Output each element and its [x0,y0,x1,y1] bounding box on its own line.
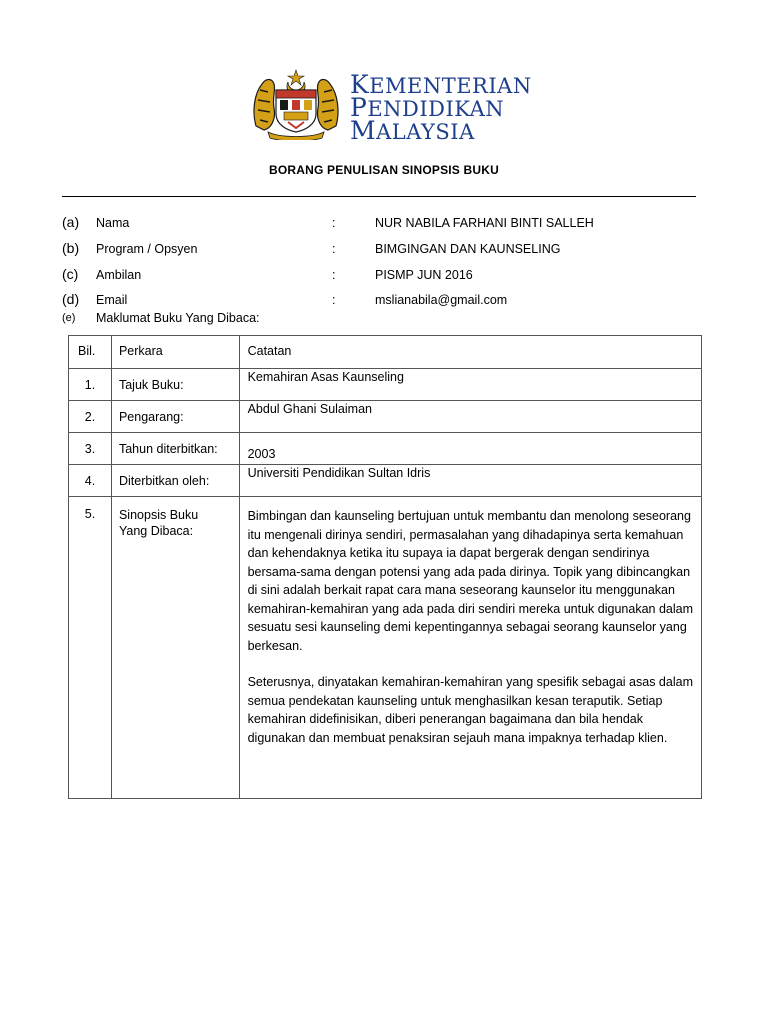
title-divider [62,196,696,197]
table-row-synopsis [69,497,702,799]
info-value: NUR NABILA FARHANI BINTI SALLEH [375,216,594,230]
info-row-email [62,292,722,312]
book-table [68,335,702,799]
synopsis-text [248,507,702,747]
ministry-logo [250,68,532,145]
info-colon: : [332,216,336,230]
info-label: Program / Opsyen [96,242,198,256]
table-row [69,433,702,465]
synopsis-paragraph: Bimbingan dan kaunseling bertujuan untuk membantu dan menolong seseorang itu mengenali dirinya sendiri, permasalahan yang dihadapinya serta kemahuan dan kehendaknya ketika itu supaya ia dapat bergerak dengan sendirinya bersama-sama dengan potensi yang ada pada dirinya. Topik yang dibincangkan di sini adalah berkait rapat cara mana seseorang kaunselor itu menggunakan kemahiran-kemahiran yang ada pada diri sendiri mereka untuk digunakan dalam sesuatu sesi kaunseling demi kepentingannya sebagai seorang kaunselor yang berkesan. [247,509,693,653]
cell-bil [69,465,112,497]
info-colon: : [332,293,336,307]
info-colon: : [332,268,336,282]
header-catatan [239,336,701,369]
form-title: BORANG PENULISAN SINOPSIS BUKU [268,163,500,177]
catatan-text: Universiti Pendidikan Sultan Idris [247,466,431,480]
perkara-text: Tahun diterbitkan: [118,442,218,456]
catatan-text: Kemahiran Asas Kaunseling [247,370,404,384]
cell-perkara [111,369,239,401]
cell-bil [69,401,112,433]
table-row [69,369,702,401]
table-row [69,401,702,433]
perkara-text: Diterbitkan oleh: [118,474,210,488]
info-label: Nama [96,216,130,230]
cell-synopsis [239,497,701,799]
table-row [69,465,702,497]
ministry-line-3: MALAYSIA [350,116,475,145]
cell-perkara [111,401,239,433]
cell-catatan [239,465,701,497]
header-perkara [111,336,239,369]
bil-text: 1. [84,378,96,392]
cell-bil [69,433,112,465]
ministry-name [350,70,532,145]
header-perkara-text: Perkara [118,344,163,358]
catatan-text: Abdul Ghani Sulaiman [247,402,372,416]
cell-catatan [239,369,701,401]
cell-perkara [111,433,239,465]
info-label: Email [96,293,128,307]
info-row-ambilan [62,267,722,287]
cell-catatan [239,401,701,433]
bil-text: 4. [84,474,96,488]
bil-text: 5. [84,507,96,521]
info-label: Maklumat Buku Yang Dibaca: [96,311,260,325]
bil-text: 3. [84,442,96,456]
info-value: BIMGINGAN DAN KAUNSELING [375,242,561,256]
header-bil [69,336,112,369]
info-letter: (c) [62,266,79,282]
cell-perkara [111,497,239,799]
ministry-line-2: PENDIDIKAN [350,93,505,122]
email-value: mslianabila@gmail.com [375,293,508,307]
ministry-line-1: KEMENTERIAN [350,70,532,99]
header-catatan-text: Catatan [247,344,292,358]
info-label: Ambilan [96,268,142,282]
info-row-program [62,241,722,261]
info-letter: (d) [62,291,80,307]
cell-perkara [111,465,239,497]
header-bil-text: Bil. [78,344,96,358]
bil-text: 2. [84,410,96,424]
perkara-text: Pengarang: [118,410,184,424]
info-letter: (b) [62,240,80,256]
coat-of-arms-icon [250,68,342,140]
cell-catatan [239,433,701,465]
table-header-row [69,336,702,369]
info-colon: : [332,242,336,256]
info-letter: (a) [62,214,80,230]
info-letter: (e) [62,312,76,324]
catatan-text: 2003 [247,447,276,461]
info-row-nama [62,215,722,235]
info-value: PISMP JUN 2016 [375,268,473,282]
perkara-text: Sinopsis Buku Yang Dibaca: [118,508,199,538]
cell-bil [69,369,112,401]
cell-bil [69,497,112,799]
perkara-text: Tajuk Buku: [118,378,184,392]
synopsis-paragraph: Seterusnya, dinyatakan kemahiran-kemahiran yang spesifik sebagai asas dalam semua pendekatan kaunseling untuk menghasilkan kesan teraputik. Setiap kemahiran didefinisikan, diberi penerangan bagaimana dan bila hendak digunakan dan membuat penaksiran sejauh mana impaknya terhadap klien. [247,675,693,745]
